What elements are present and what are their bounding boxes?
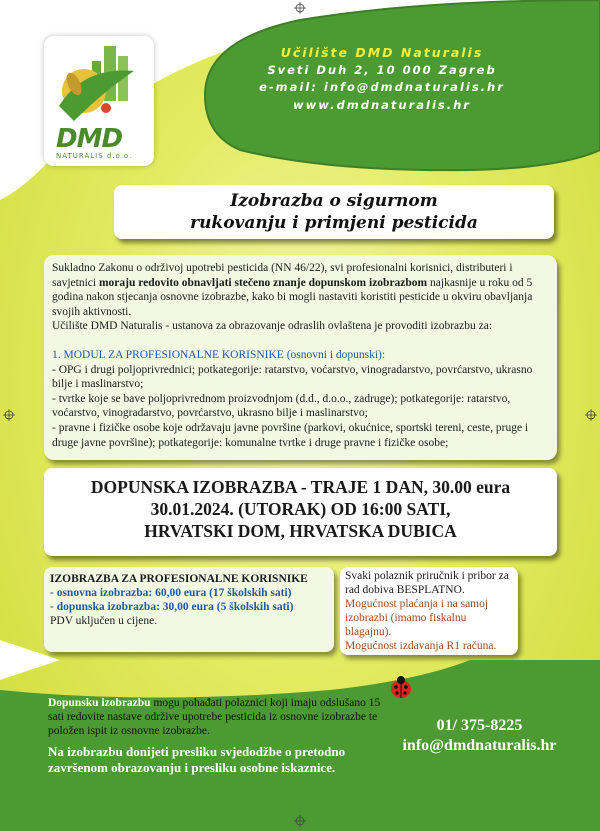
info-payment: Mogućnost plaćanja i na samoj izobrazbi (imamo fiskalnu blagajnu). — [345, 598, 489, 638]
contact-block — [232, 44, 532, 114]
logo-word: DMD — [56, 124, 123, 154]
title-line-2: rukovanju i primjeni pesticida — [190, 213, 478, 233]
training-line-2: 30.01.2024. (UTORAK) OD 16:00 SATI, — [150, 499, 451, 519]
modul-heading: 1. MODUL ZA PROFESIONALNE KORISNIKE (osnovni i dopunski): — [52, 348, 386, 361]
price-basic: - osnovna izobrazba: 60,00 eura (17 školskih sati) — [50, 587, 292, 599]
price-vat: PDV uključen u cijene. — [50, 615, 158, 627]
crop-mark-icon — [3, 409, 15, 421]
modul-item-2: - tvrtke koje se bave poljoprivrednom proizvodnjom (d.d., d.o.o., zadruge); potkategorije: ratarstvo, voćarstvo, vinogradarstvo, povrćarstvo, ukrasno bilje i maslinarstvo; — [52, 392, 511, 420]
title-box — [114, 185, 554, 239]
price-extra: - dopunska izobrazba: 30,00 eura (5 školskih sati) — [50, 601, 294, 613]
info-box — [340, 567, 518, 655]
crop-mark-icon — [294, 815, 306, 827]
school-name: Učilište DMD Naturalis — [280, 45, 484, 60]
price-box — [44, 567, 334, 652]
crop-mark-icon — [294, 2, 306, 14]
phone-number[interactable]: 01/ 375-8225 — [436, 717, 523, 734]
intro-text-bold: moraju redovito obnavljati stečeno znanje dopunskom izobrazbom — [98, 276, 428, 289]
intro-box — [44, 255, 557, 460]
dmd-logo — [44, 36, 154, 166]
intro-authority: Učilište DMD Naturalis - ustanova za obrazovanje odraslih ovlaštena je provoditi izobrazbu za: — [52, 320, 493, 333]
email-header[interactable]: e-mail: info@dmdnaturalis.hr — [259, 80, 505, 94]
training-line-3: HRVATSKI DOM, HRVATSKA DUBICA — [144, 521, 457, 541]
modul-item-3: - pravne i fizičke osobe koje održavaju javne površine (parkovi, okućnice, sportski tereni, ceste, pruge i druge javne površine); potkategorije: komunalne tvrtke i druge pravne i fizičke osobe; — [52, 421, 529, 449]
info-r1: Mogućnost izdavanja R1 računa. — [345, 640, 497, 652]
bottom-paragraph — [48, 697, 383, 738]
address: Sveti Duh 2, 10 000 Zagreb — [267, 62, 497, 77]
intro-text-c: najkasnije u roku od 5 godina nakon stjecanja osnovne izobrazbe, kako bi mogli nastaviti koristiti pesticide u okviru obavljanja svojih aktivnosti. — [52, 276, 533, 318]
intro-paragraph — [52, 261, 549, 319]
website-link[interactable]: www.dmdnaturalis.hr — [293, 97, 471, 112]
crop-mark-icon — [585, 409, 597, 421]
bottom-text: mogu pohađati polaznici koji imaju odslušano 15 sati redovite nastave održive upotrebe pesticida iz osnovne izobrazbe te položen ispit iz osnovne izobrazbe. — [48, 697, 381, 737]
modul-item-1: - OPG i drugi poljoprivrednici; potkategorije: ratarstvo, voćarstvo, vinogradarstvo, povrćarstvo, ukrasno bilje i maslinarstvo; — [52, 363, 533, 391]
footer-email[interactable]: info@dmdnaturalis.hr — [402, 737, 557, 754]
logo-emblem-icon — [44, 36, 154, 126]
training-box — [44, 468, 557, 556]
intro-text-a: Sukladno Zakonu o održivoj upotrebi pesticida (NN 46/22), svi profesionalni korisnici, distributeri i savjetnici — [52, 262, 513, 289]
title-line-1: Izobrazba o sigurnom — [230, 191, 438, 211]
bottom-notice: Na izobrazbu donijeti presliku svjedodžbe o pretodno završenom obrazovanju i presliku osobne iskaznice. — [48, 744, 346, 775]
contact-footer — [392, 716, 567, 756]
training-line-1: DOPUNSKA IZOBRAZBA - TRAJE 1 DAN, 30.00 eura — [90, 477, 511, 497]
bottom-lead: Dopunsku izobrazbu — [48, 697, 151, 709]
price-heading: IZOBRAZBA ZA PROFESIONALNE KORISNIKE — [50, 573, 308, 585]
ladybug-icon — [388, 675, 414, 699]
info-free: Svaki polaznik priručnik i pribor za rad dobiva BESPLATNO. — [345, 570, 509, 596]
logo-subtitle: NATURALIS d.o.o. — [56, 152, 133, 160]
